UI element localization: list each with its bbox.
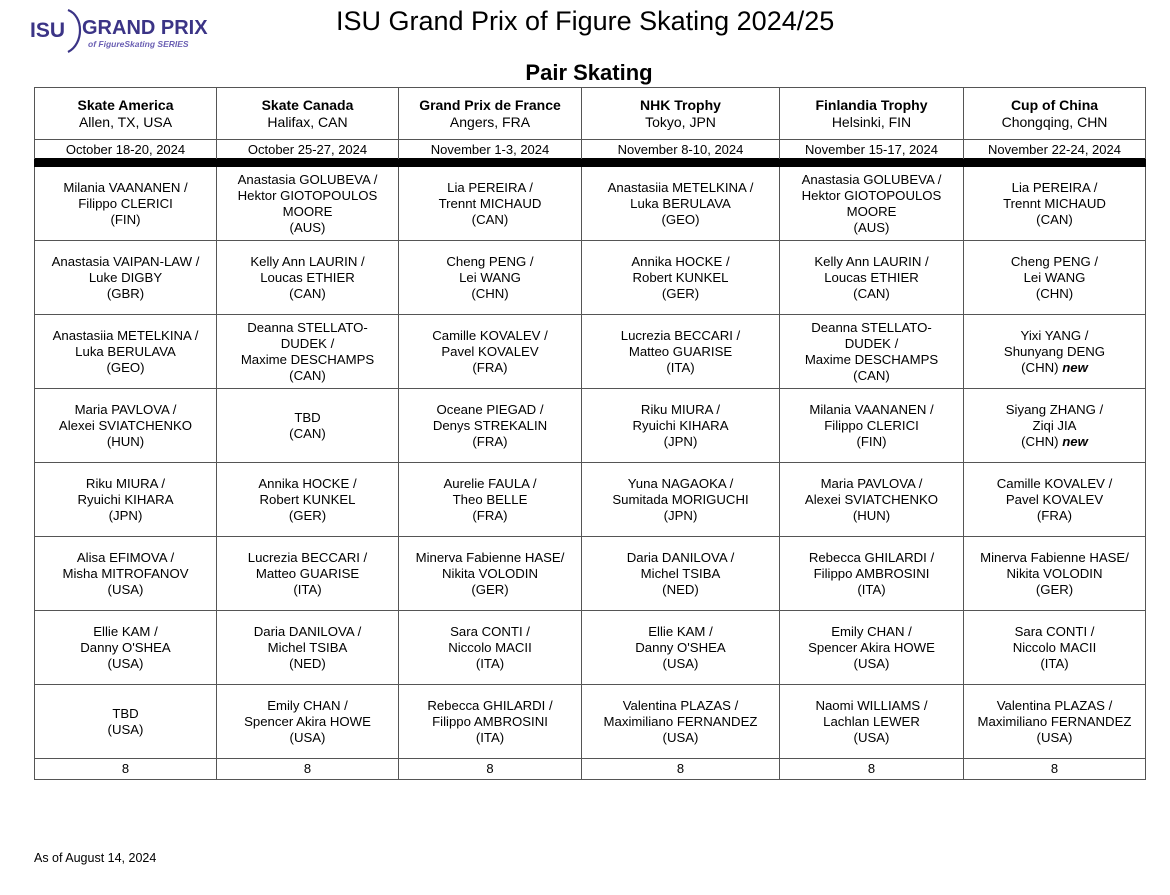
table-row	[35, 537, 1146, 611]
entry-line: Lia PEREIRA /	[1011, 179, 1098, 195]
svg-text:ISU: ISU	[30, 19, 66, 42]
entry-line: Naomi WILLIAMS /	[815, 697, 928, 713]
entry-line: (GER)	[1035, 581, 1074, 597]
entry-line: Emily CHAN /	[267, 697, 348, 713]
event-name: Cup of China	[1010, 96, 1099, 113]
as-of-date: As of August 14, 2024	[34, 851, 157, 865]
table-row	[35, 389, 1146, 463]
event-location: Helsinki, FIN	[831, 113, 912, 130]
entry-line: Deanna STELLATO-	[247, 319, 368, 335]
entry-line: Oceane PIEGAD /	[436, 401, 544, 417]
pair-entry-cell	[964, 463, 1146, 537]
entry-line: (JPN)	[663, 433, 698, 449]
entry-line: (USA)	[289, 729, 326, 745]
entry-line: (USA)	[107, 655, 144, 671]
event-location: Tokyo, JPN	[645, 113, 716, 130]
event-header-cell	[399, 88, 582, 140]
event-header-cell	[780, 88, 964, 140]
entry-count: 8	[399, 759, 582, 780]
entry-line: Loucas ETHIER	[260, 269, 355, 285]
pair-entry-cell	[217, 389, 399, 463]
entry-line: Hektor GIOTOPOULOS	[801, 187, 942, 203]
entry-line: MOORE	[282, 203, 333, 219]
entry-line: Yixi YANG /	[1020, 327, 1089, 343]
entry-line: Rebecca GHILARDI /	[427, 697, 553, 713]
entry-line: Filippo CLERICI	[78, 195, 173, 211]
entry-line: Ellie KAM /	[93, 623, 158, 639]
entry-line: (GEO)	[106, 359, 145, 375]
document-title: ISU Grand Prix of Figure Skating 2024/25	[336, 6, 835, 36]
table-row	[35, 685, 1146, 759]
pair-entry-cell	[399, 611, 582, 685]
pair-entry-cell	[780, 315, 964, 389]
table-row	[35, 463, 1146, 537]
entry-line: Cheng PENG /	[446, 253, 534, 269]
entry-line: Rebecca GHILARDI /	[808, 549, 935, 565]
entry-line: Shunyang DENG	[1003, 343, 1106, 359]
entry-line: Maria PAVLOVA /	[820, 475, 923, 491]
entry-line: (FRA)	[1036, 507, 1073, 523]
entry-line: (USA)	[107, 721, 144, 737]
event-dates-row	[35, 140, 1146, 159]
entry-line: Maximiliano FERNANDEZ	[603, 713, 758, 729]
entry-line: (USA)	[662, 729, 699, 745]
pair-entry-cell	[964, 167, 1146, 241]
section-title: Pair Skating	[525, 60, 653, 85]
separator-bar	[35, 159, 1146, 167]
pair-entry-cell	[35, 315, 217, 389]
entry-line: Filippo CLERICI	[824, 417, 919, 433]
entry-line: Milania VAANANEN /	[809, 401, 934, 417]
event-name: Skate America	[77, 96, 174, 113]
entry-line: Maximiliano FERNANDEZ	[977, 713, 1132, 729]
entry-count: 8	[780, 759, 964, 780]
table-row	[35, 315, 1146, 389]
entry-line: (CAN)	[289, 367, 326, 383]
pair-entry-cell	[217, 537, 399, 611]
entry-line: (FIN)	[110, 211, 141, 227]
entry-line: Emily CHAN /	[831, 623, 912, 639]
entry-line: Daria DANILOVA /	[253, 623, 362, 639]
entry-line: (CHN)	[471, 285, 509, 301]
pair-entry-cell	[399, 463, 582, 537]
entry-line: (AUS)	[853, 219, 890, 235]
svg-text:GRAND PRIX: GRAND PRIX	[82, 17, 208, 39]
new-pair-badge: new	[1062, 433, 1088, 449]
entry-line: (ITA)	[857, 581, 886, 597]
entry-line: Kelly Ann LAURIN /	[814, 253, 929, 269]
pair-entry-cell	[582, 389, 780, 463]
entry-line: (USA)	[1036, 729, 1073, 745]
entry-line: Michel TSIBA	[640, 565, 721, 581]
entry-line: Trennt MICHAUD	[1003, 195, 1106, 211]
entry-line: Deanna STELLATO-	[811, 319, 932, 335]
entry-line: Ellie KAM /	[648, 623, 713, 639]
entry-line: Aurelie FAULA /	[443, 475, 537, 491]
entry-line: (NED)	[289, 655, 326, 671]
event-dates: November 15-17, 2024	[780, 140, 964, 159]
entry-line: (GER)	[471, 581, 509, 597]
entry-line: Alisa EFIMOVA /	[76, 549, 175, 565]
entry-line: (GEO)	[661, 211, 700, 227]
event-header-cell	[35, 88, 217, 140]
entry-line: Hektor GIOTOPOULOS	[237, 187, 378, 203]
entry-line: (GER)	[288, 507, 327, 523]
pair-entry-cell	[35, 685, 217, 759]
entry-line: Daria DANILOVA /	[626, 549, 735, 565]
pair-entry-cell	[35, 537, 217, 611]
entry-line: Maxime DESCHAMPS	[240, 351, 375, 367]
entry-country: (CHN)	[1021, 433, 1059, 449]
pair-entry-cell	[35, 167, 217, 241]
entry-line: Sara CONTI /	[450, 623, 530, 639]
pair-entry-cell	[780, 685, 964, 759]
table-row	[35, 611, 1146, 685]
entry-line: Riku MIURA /	[85, 475, 166, 491]
entry-line: Lachlan LEWER	[823, 713, 920, 729]
entry-line: Alexei SVIATCHENKO	[804, 491, 939, 507]
entry-line: Anastasia VAIPAN-LAW /	[51, 253, 200, 269]
event-header-cell	[217, 88, 399, 140]
entry-line: (CAN)	[289, 425, 326, 441]
pair-entry-cell	[582, 241, 780, 315]
pair-entry-cell	[582, 611, 780, 685]
event-name: NHK Trophy	[640, 96, 721, 113]
entry-line: (NED)	[662, 581, 699, 597]
entry-line: Theo BELLE	[452, 491, 528, 507]
entry-line: Luka BERULAVA	[630, 195, 731, 211]
pair-entry-cell	[582, 315, 780, 389]
entry-line: (FIN)	[856, 433, 887, 449]
entry-line: (USA)	[107, 581, 144, 597]
entry-line: Trennt MICHAUD	[438, 195, 542, 211]
entry-line: (FRA)	[472, 359, 508, 375]
entry-line: Luka BERULAVA	[75, 343, 176, 359]
entry-line: Ryuichi KIHARA	[77, 491, 174, 507]
entry-line: Cheng PENG /	[1010, 253, 1099, 269]
entry-line: Maxime DESCHAMPS	[804, 351, 939, 367]
entry-line: Filippo AMBROSINI	[432, 713, 548, 729]
entry-line: (CHN)	[1035, 285, 1074, 301]
event-dates: November 8-10, 2024	[582, 140, 780, 159]
entry-line: TBD	[112, 705, 139, 721]
entry-count: 8	[217, 759, 399, 780]
entry-line: Nikita VOLODIN	[442, 565, 538, 581]
entry-line: Niccolo MACII	[1012, 639, 1097, 655]
pair-entry-cell	[217, 241, 399, 315]
entry-line	[966, 434, 1143, 450]
entry-line: Camille KOVALEV /	[432, 327, 548, 343]
pair-entry-cell	[35, 389, 217, 463]
entry-line: (HUN)	[852, 507, 891, 523]
event-dates: October 25-27, 2024	[217, 140, 399, 159]
table-row	[35, 241, 1146, 315]
entry-line: (CAN)	[1036, 211, 1073, 227]
pair-entry-cell	[780, 463, 964, 537]
entry-line: Pavel KOVALEV	[441, 343, 539, 359]
pair-entry-cell	[582, 537, 780, 611]
entry-line: Lei WANG	[459, 269, 521, 285]
entry-line: Yuna NAGAOKA /	[627, 475, 734, 491]
entry-line: Michel TSIBA	[267, 639, 348, 655]
event-name: Skate Canada	[261, 96, 354, 113]
entry-line: Siyang ZHANG /	[1005, 401, 1104, 417]
entry-line: Lei WANG	[1023, 269, 1086, 285]
entry-line: Danny O'SHEA	[635, 639, 726, 655]
entry-line: Kelly Ann LAURIN /	[250, 253, 365, 269]
entry-line: (GER)	[661, 285, 700, 301]
entry-line	[966, 360, 1143, 376]
entry-line: Spencer Akira HOWE	[244, 713, 371, 729]
entry-line: Ziqi JIA	[1032, 417, 1077, 433]
entry-country: (CHN)	[1021, 359, 1059, 375]
pair-entry-cell	[582, 463, 780, 537]
pair-entry-cell	[582, 167, 780, 241]
entry-line: Anastasia GOLUBEVA /	[237, 171, 378, 187]
entry-line: Annika HOCKE /	[258, 475, 357, 491]
pairs-assignment-table	[34, 87, 1146, 780]
pair-entry-cell	[35, 463, 217, 537]
entry-line: Lia PEREIRA /	[447, 179, 533, 195]
event-location: Halifax, CAN	[267, 113, 348, 130]
event-location: Chongqing, CHN	[1001, 113, 1108, 130]
entry-line: Filippo AMBROSINI	[813, 565, 930, 581]
pair-entry-cell	[399, 537, 582, 611]
entry-line: (USA)	[853, 729, 890, 745]
entry-line: Anastasia GOLUBEVA /	[801, 171, 942, 187]
pair-entry-cell	[964, 389, 1146, 463]
svg-text:of FigureSkating SERIES: of FigureSkating SERIES	[88, 39, 189, 49]
entry-line: (ITA)	[1040, 655, 1069, 671]
entry-line: Minerva Fabienne HASE/	[415, 549, 565, 565]
entry-line: DUDEK /	[280, 335, 335, 351]
entry-line: Lucrezia BECCARI /	[620, 327, 741, 343]
pair-entry-cell	[582, 685, 780, 759]
event-header-cell	[964, 88, 1146, 140]
event-name: Finlandia Trophy	[815, 96, 928, 113]
header-separator	[35, 159, 1146, 167]
entry-line: (GBR)	[106, 285, 145, 301]
event-location: Allen, TX, USA	[78, 113, 173, 130]
entry-count: 8	[582, 759, 780, 780]
pair-entry-cell	[35, 241, 217, 315]
pair-entry-cell	[217, 611, 399, 685]
pair-entry-cell	[964, 315, 1146, 389]
entry-line: Minerva Fabienne HASE/	[980, 549, 1129, 565]
entry-line: (FRA)	[472, 507, 508, 523]
entry-count-row	[35, 759, 1146, 780]
event-header-cell	[582, 88, 780, 140]
entry-line: Alexei SVIATCHENKO	[58, 417, 193, 433]
entry-line: Lucrezia BECCARI /	[247, 549, 368, 565]
entry-line: Niccolo MACII	[448, 639, 532, 655]
entry-line: (USA)	[662, 655, 699, 671]
pair-entry-cell	[780, 167, 964, 241]
pair-entry-cell	[780, 241, 964, 315]
event-header-row	[35, 88, 1146, 140]
entry-line: Denys STREKALIN	[432, 417, 548, 433]
entry-line: Valentina PLAZAS /	[996, 697, 1113, 713]
pair-entry-cell	[217, 685, 399, 759]
pair-entry-cell	[964, 241, 1146, 315]
pair-entry-cell	[217, 167, 399, 241]
entry-line: (ITA)	[475, 655, 505, 671]
entry-line: Riku MIURA /	[640, 401, 721, 417]
pair-entry-cell	[35, 611, 217, 685]
pair-entry-cell	[217, 463, 399, 537]
entry-line: (USA)	[853, 655, 890, 671]
entry-line: Loucas ETHIER	[824, 269, 919, 285]
entry-count: 8	[35, 759, 217, 780]
event-dates: November 1-3, 2024	[399, 140, 582, 159]
entry-line: DUDEK /	[844, 335, 899, 351]
entry-line: Luke DIGBY	[88, 269, 163, 285]
pair-entry-cell	[964, 685, 1146, 759]
entry-line: Ryuichi KIHARA	[632, 417, 729, 433]
entry-line: (CAN)	[853, 285, 890, 301]
entry-line: Anastasiia METELKINA /	[52, 327, 199, 343]
pair-entry-cell	[964, 611, 1146, 685]
entry-line: Spencer Akira HOWE	[808, 639, 935, 655]
pair-entry-cell	[780, 389, 964, 463]
entry-line: (ITA)	[293, 581, 322, 597]
entry-line: Nikita VOLODIN	[1006, 565, 1103, 581]
entry-line: Robert KUNKEL	[259, 491, 356, 507]
entry-line: (CAN)	[853, 367, 890, 383]
entry-line: Danny O'SHEA	[80, 639, 171, 655]
entry-line: (HUN)	[106, 433, 145, 449]
entry-line: Annika HOCKE /	[631, 253, 730, 269]
entry-line: Maria PAVLOVA /	[74, 401, 177, 417]
entry-line: Milania VAANANEN /	[63, 179, 188, 195]
entry-line: Matteo GUARISE	[628, 343, 733, 359]
pair-entry-cell	[399, 241, 582, 315]
entry-line: (CAN)	[289, 285, 326, 301]
pair-entry-cell	[399, 315, 582, 389]
entry-line: (FRA)	[472, 433, 508, 449]
entry-line: (ITA)	[475, 729, 505, 745]
entry-line: Misha MITROFANOV	[62, 565, 189, 581]
table-row	[35, 167, 1146, 241]
event-dates: November 22-24, 2024	[964, 140, 1146, 159]
entry-line: Matteo GUARISE	[255, 565, 360, 581]
pair-entry-cell	[217, 315, 399, 389]
pair-entry-cell	[780, 611, 964, 685]
entry-line: Pavel KOVALEV	[1005, 491, 1104, 507]
pair-entry-cell	[399, 389, 582, 463]
entry-line: (ITA)	[666, 359, 695, 375]
pair-entry-cell	[399, 685, 582, 759]
entry-count: 8	[964, 759, 1146, 780]
entry-line: MOORE	[846, 203, 897, 219]
entry-line: Sara CONTI /	[1014, 623, 1095, 639]
entry-line: Robert KUNKEL	[632, 269, 729, 285]
entry-line: Camille KOVALEV /	[996, 475, 1113, 491]
isu-grand-prix-logo	[30, 6, 230, 54]
pair-entry-cell	[399, 167, 582, 241]
entry-line: Sumitada MORIGUCHI	[612, 491, 749, 507]
event-location: Angers, FRA	[449, 113, 531, 130]
event-dates: October 18-20, 2024	[35, 140, 217, 159]
entry-line: (JPN)	[663, 507, 698, 523]
entry-line: Valentina PLAZAS /	[622, 697, 739, 713]
pair-entry-cell	[964, 537, 1146, 611]
entry-line: (JPN)	[108, 507, 143, 523]
new-pair-badge: new	[1062, 359, 1088, 375]
entry-line: (AUS)	[289, 219, 326, 235]
pair-entry-cell	[780, 537, 964, 611]
entry-line: Anastasiia METELKINA /	[607, 179, 754, 195]
entry-line: TBD	[294, 409, 321, 425]
event-name: Grand Prix de France	[419, 96, 561, 113]
entry-line: (CAN)	[471, 211, 509, 227]
table-body	[35, 88, 1146, 780]
